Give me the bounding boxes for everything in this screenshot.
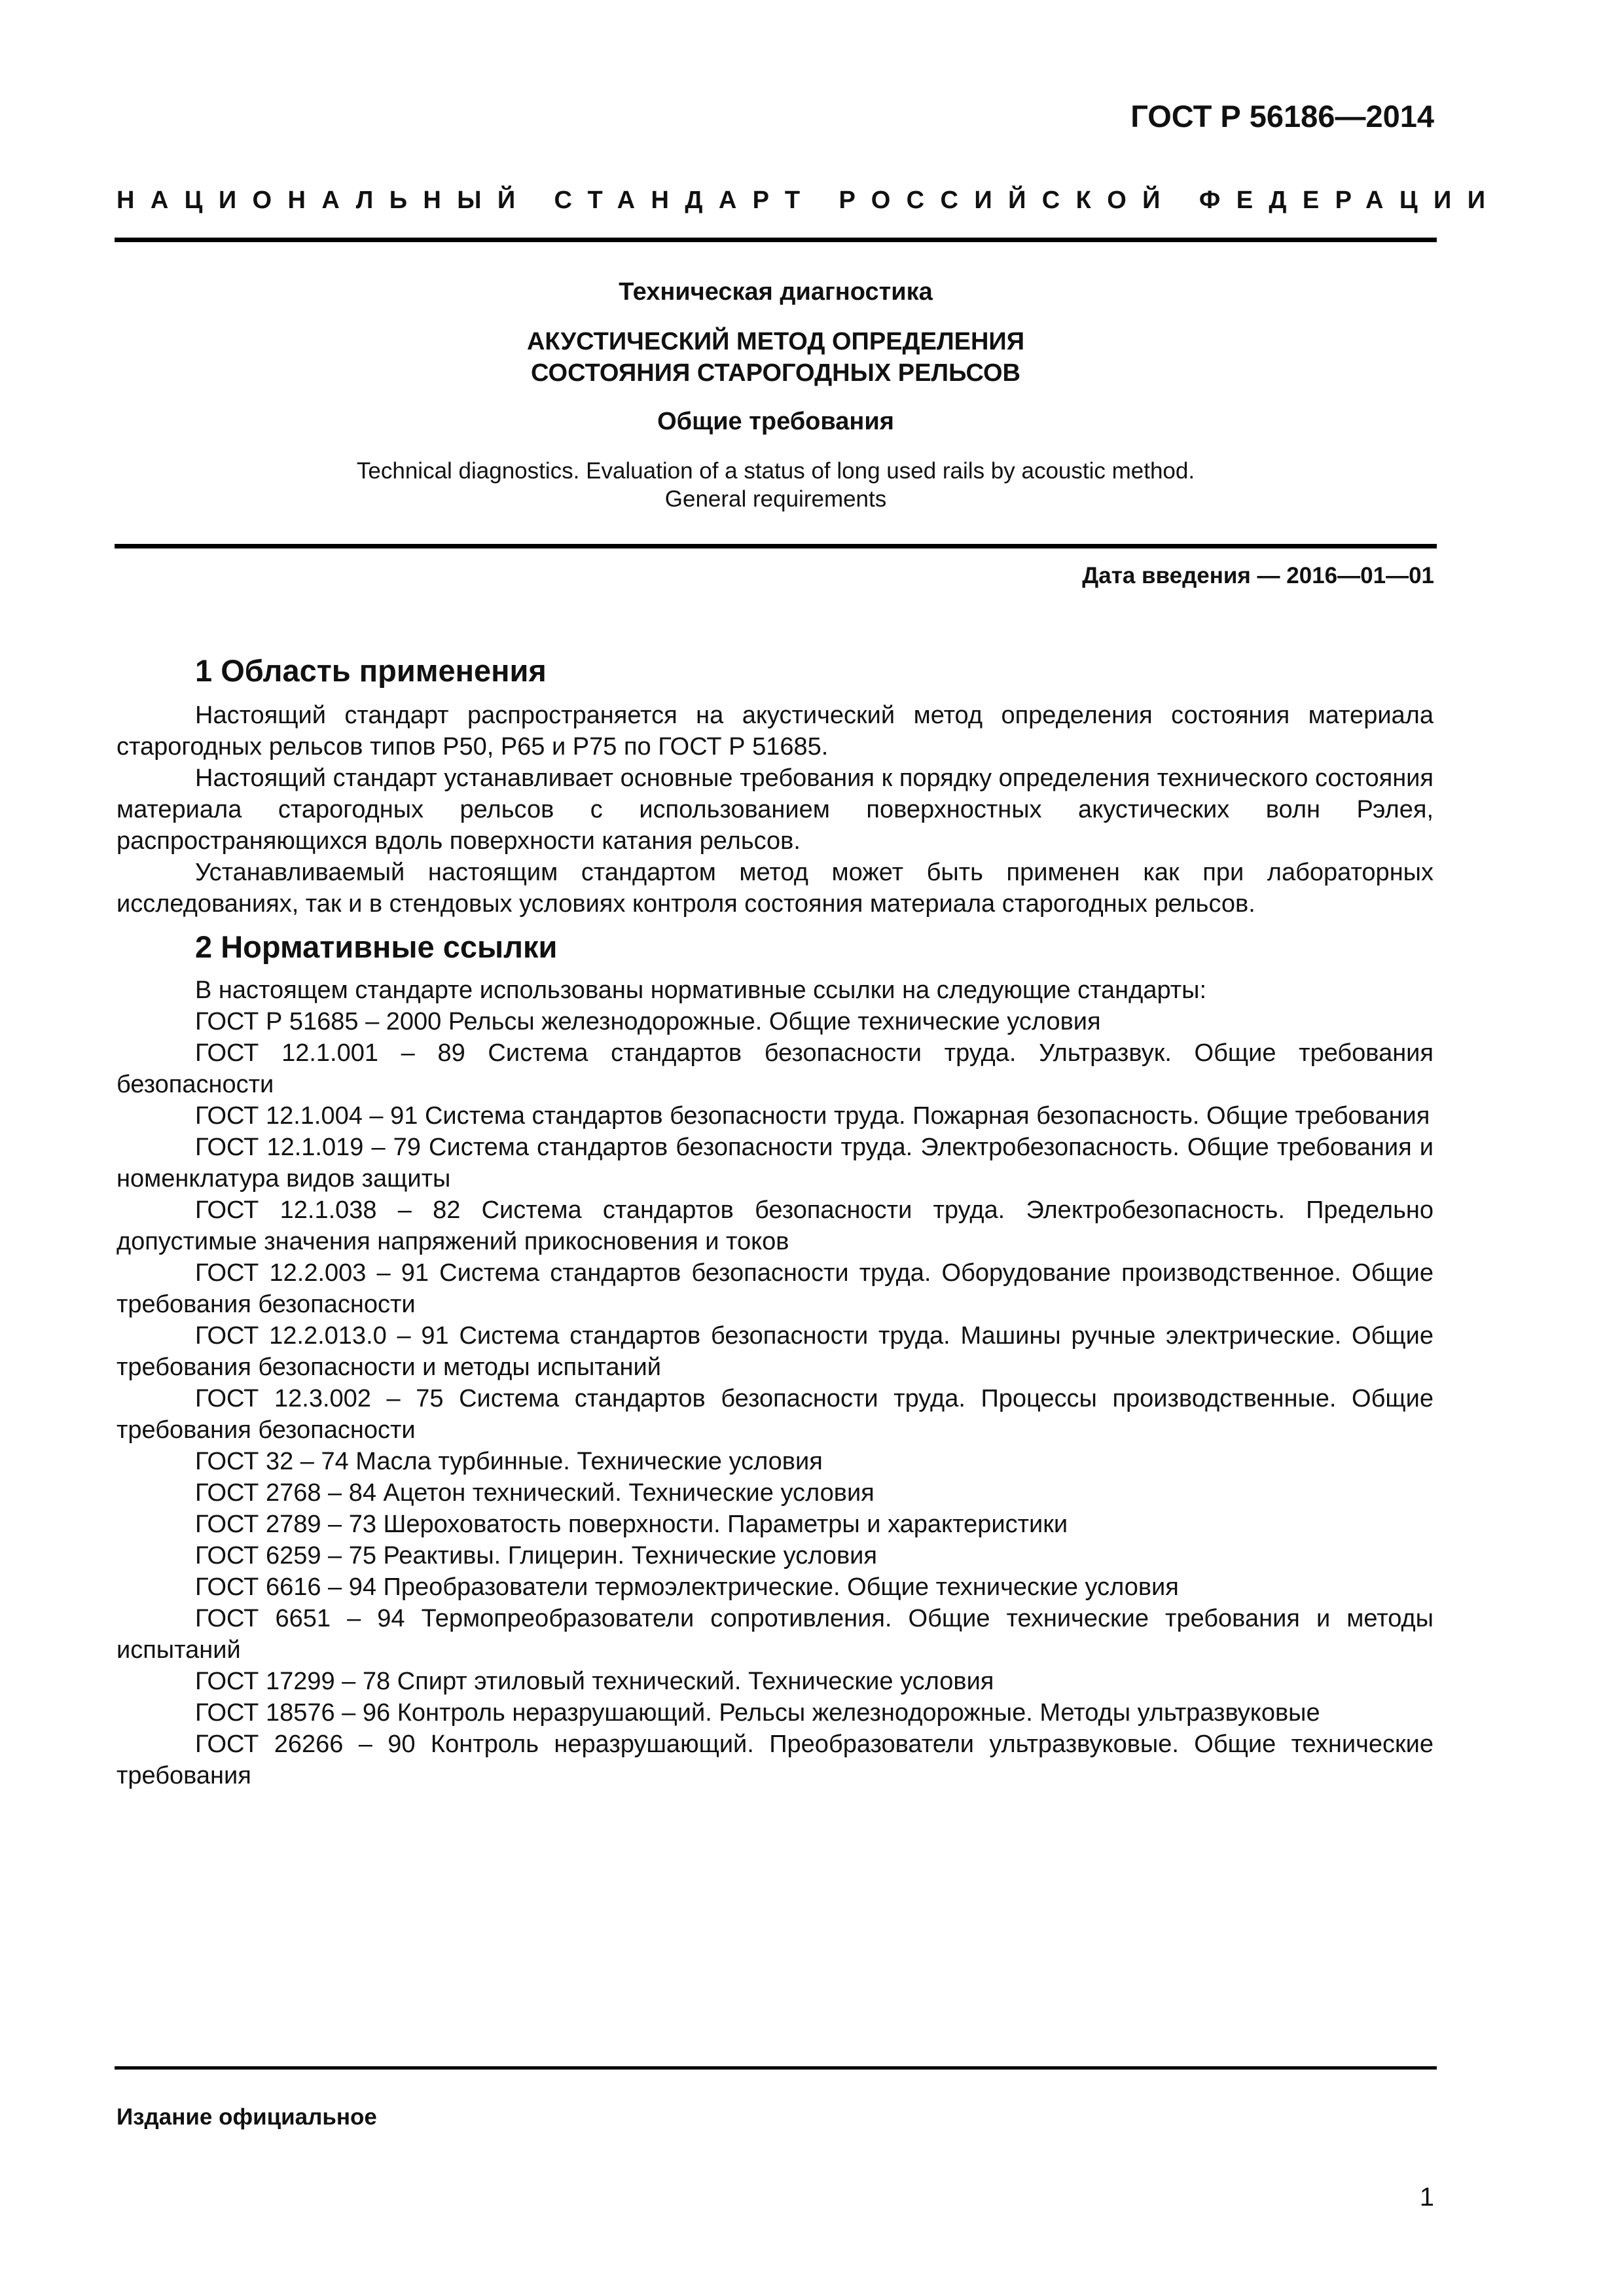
footer-divider <box>115 2066 1437 2070</box>
reference-item: ГОСТ 12.1.019 – 79 Система стандартов безопасности труда. Электробезопасность. Общие требования и номенклатура видов защиты <box>117 1134 1434 1193</box>
title-divider <box>115 544 1437 548</box>
reference-item: ГОСТ 12.1.004 – 91 Система стандартов безопасности труда. Пожарная безопасность. Общие требования <box>195 1102 1430 1130</box>
reference-item: ГОСТ 17299 – 78 Спирт этиловый технический. Технические условия <box>195 1668 994 1695</box>
subject-title: Техническая диагностика <box>619 278 933 306</box>
reference-item: ГОСТ Р 51685 – 2000 Рельсы железнодорожные. Общие технические условия <box>195 1008 1101 1035</box>
introduction-date: Дата введения — 2016—01—01 <box>1082 563 1434 588</box>
reference-item: ГОСТ 12.1.001 – 89 Система стандартов безопасности труда. Ультразвук. Общие требования безопасности <box>117 1039 1434 1098</box>
reference-item: ГОСТ 18576 – 96 Контроль неразрушающий. Рельсы железнодорожные. Методы ультразвуковые <box>195 1699 1320 1727</box>
reference-item: ГОСТ 12.3.002 – 75 Система стандартов безопасности труда. Процессы производственные. Общие требования безопасности <box>117 1385 1434 1444</box>
reference-item: ГОСТ 6616 – 94 Преобразователи термоэлектрические. Общие технические условия <box>195 1573 1179 1601</box>
document-code: ГОСТ Р 56186—2014 <box>1130 99 1434 134</box>
reference-item: ГОСТ 12.2.013.0 – 91 Система стандартов безопасности труда. Машины ручные электрические. Общие требования безопасности и методы испытаний <box>117 1322 1434 1381</box>
paragraph: Настоящий стандарт устанавливает основные требования к порядку определения технического состояния материала старогодных рельсов с использованием поверхностных акустических волн Рэлея, распространяющихся вдоль поверхности катания рельсов. <box>117 764 1434 855</box>
section-1-heading: 1 Область применения <box>195 653 547 688</box>
english-title-line-1: Technical diagnostics. Evaluation of a status of long used rails by acoustic method. <box>356 458 1195 484</box>
reference-item: ГОСТ 6651 – 94 Термопреобразователи сопротивления. Общие технические требования и методы испытаний <box>117 1605 1434 1664</box>
paragraph: Настоящий стандарт распространяется на акустический метод определения состояния материала старогодных рельсов типов Р50, Р65 и Р75 по ГОСТ Р 51685. <box>117 702 1434 761</box>
main-title-line-2: СОСТОЯНИЯ СТАРОГОДНЫХ РЕЛЬСОВ <box>531 359 1020 387</box>
reference-item: ГОСТ 12.2.003 – 91 Система стандартов безопасности труда. Оборудование производственное. Общие требования безопасности <box>117 1259 1434 1318</box>
top-divider <box>115 238 1437 242</box>
title-block <box>115 275 1437 513</box>
normative-references-list <box>117 975 1434 1791</box>
page-number: 1 <box>1419 2183 1434 2212</box>
english-title <box>115 457 1437 513</box>
main-title-line-1: АКУСТИЧЕСКИЙ МЕТОД ОПРЕДЕЛЕНИЯ <box>526 328 1025 355</box>
reference-item: ГОСТ 26266 – 90 Контроль неразрушающий. Преобразователи ультразвуковые. Общие технические требования <box>117 1731 1434 1789</box>
official-edition-label: Издание официальное <box>117 2104 377 2130</box>
reference-item: ГОСТ 2768 – 84 Ацетон технический. Технические условия <box>195 1479 875 1507</box>
requirements-title: Общие требования <box>657 408 894 435</box>
section-2-heading: 2 Нормативные ссылки <box>195 929 558 964</box>
paragraph: Устанавливаемый настоящим стандартом метод может быть применен как при лабораторных исследованиях, так и в стендовых условиях контроля состояния материала старогодных рельсов. <box>117 859 1434 918</box>
references-intro: В настоящем стандарте использованы нормативные ссылки на следующие стандарты: <box>195 977 1207 1004</box>
main-title <box>115 326 1437 389</box>
reference-item: ГОСТ 12.1.038 – 82 Система стандартов безопасности труда. Электробезопасность. Предельно допустимые значения напряжений прикосновения и токов <box>117 1196 1434 1255</box>
document-body <box>117 651 1434 1791</box>
reference-item: ГОСТ 6259 – 75 Реактивы. Глицерин. Технические условия <box>195 1542 877 1570</box>
reference-item: ГОСТ 2789 – 73 Шероховатость поверхности. Параметры и характеристики <box>195 1511 1068 1538</box>
english-title-line-2: General requirements <box>664 486 887 512</box>
national-standard-banner: НАЦИОНАЛЬНЫЙ СТАНДАРТ РОССИЙСКОЙ ФЕДЕРАЦИИ <box>117 187 1502 214</box>
section-1-paragraphs <box>117 700 1434 920</box>
reference-item: ГОСТ 32 – 74 Масла турбинные. Технические условия <box>195 1448 823 1475</box>
